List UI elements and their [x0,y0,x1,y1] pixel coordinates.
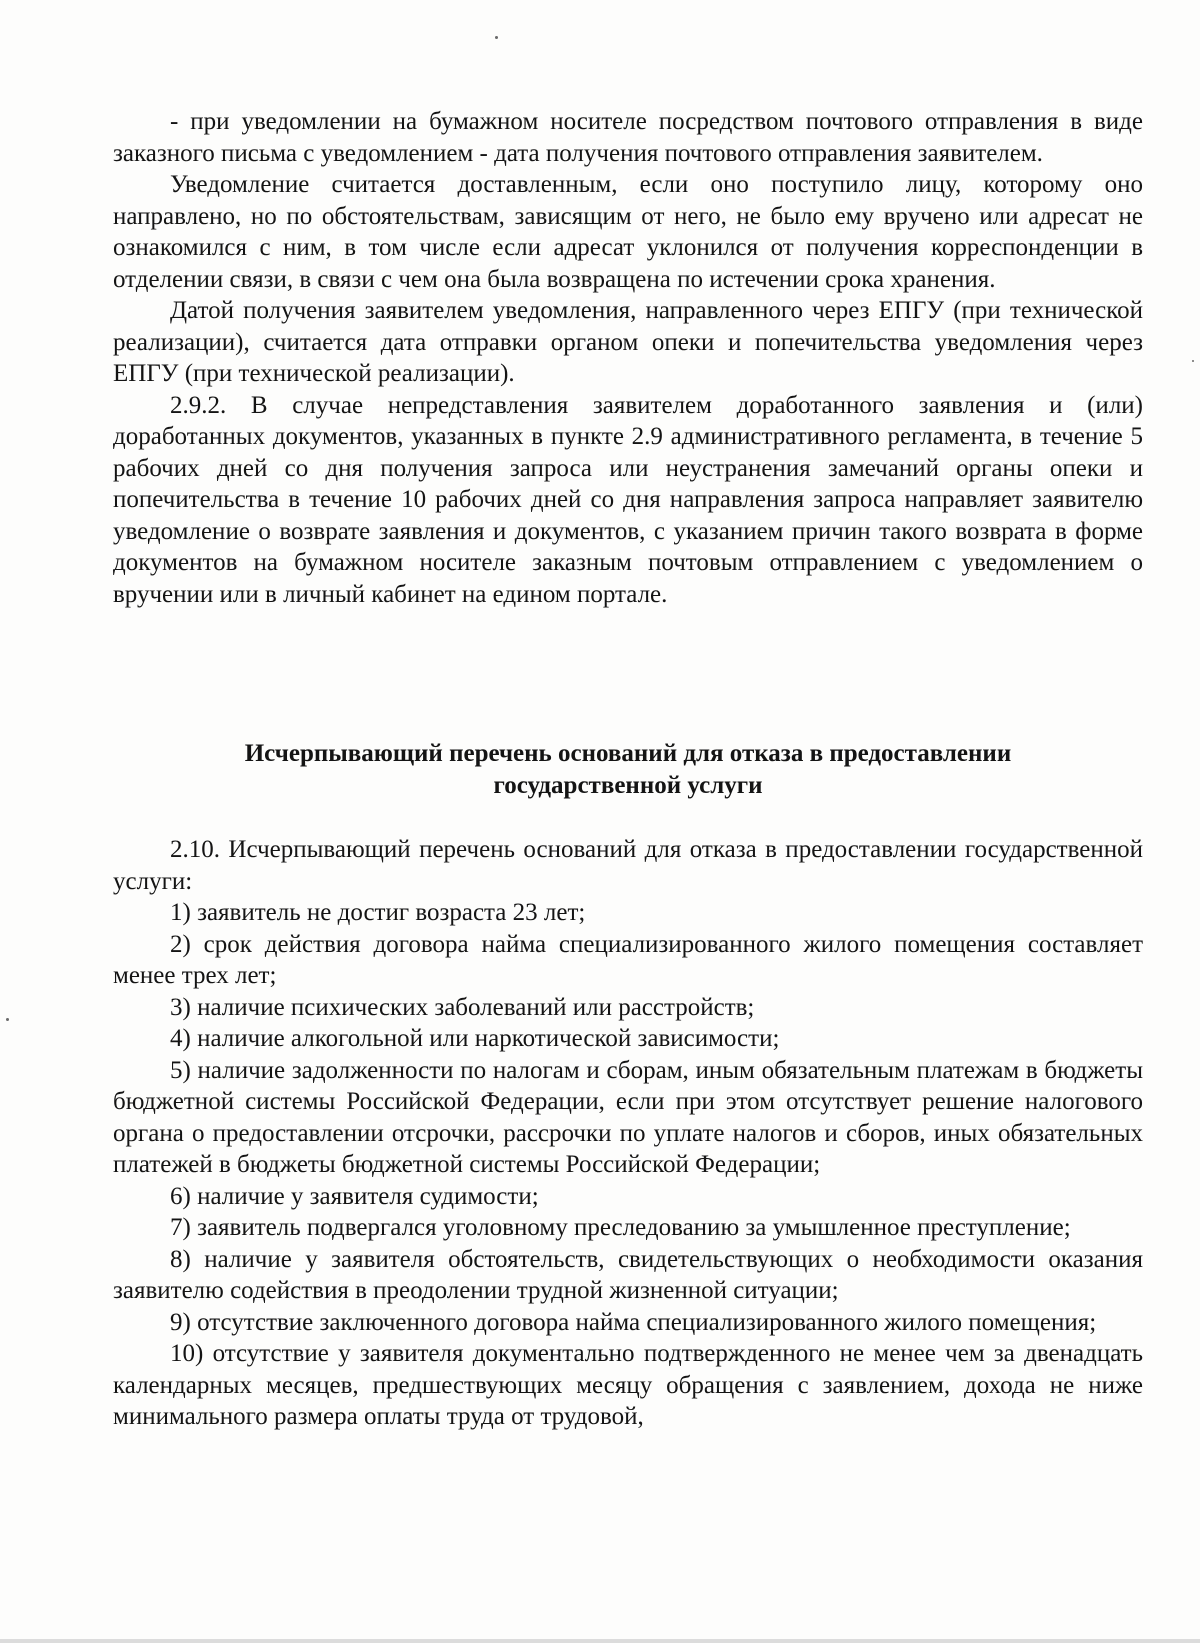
list-item: 1) заявитель не достиг возраста 23 лет; [170,899,586,926]
list-item: 10) отсутствие у заявителя документально подтвержденного не менее чем за двенадцать календарных месяцев, предшествующих месяцу обращения с заявлением, дохода не ниже минимального размера оплаты труда от трудовой, [113,1340,1143,1430]
paragraph-postal-notification: - при уведомлении на бумажном носителе посредством почтового отправления в виде заказного письма с уведомлением - дата получения почтового отправления заявителем. [113,108,1143,167]
list-item: 5) наличие задолженности по налогам и сборам, иным обязательным платежам в бюджеты бюджетной системы Российской Федерации, если при этом отсутствует решение налогового органа о предоставлении отсрочки, рассрочки по уплате налогов и сборов, иных обязательных платежей в бюджеты бюджетной системы Российской Федерации; [113,1056,1143,1178]
section-heading [113,738,1143,801]
paragraph-epgu-date: Датой получения заявителем уведомления, направленного через ЕПГУ (при технической реализации), считается дата отправки органом опеки и попечительства уведомления через ЕПГУ (при технической реализации). [113,297,1143,387]
list-item: 3) наличие психических заболеваний или расстройств; [170,993,755,1021]
paragraph-2-10: 2.10. Исчерпывающий перечень оснований для отказа в предоставлении государственной услуги: [113,836,1143,895]
scan-bottom-edge [0,1639,1200,1643]
list-item: 6) наличие у заявителя судимости; [170,1182,539,1210]
scan-speck [495,36,498,39]
top-text-block [113,106,1143,610]
list-item: 9) отсутствие заключенного договора найма специализированного жилого помещения; [170,1308,1097,1336]
section-heading-line-2: государственной услуги [493,771,763,799]
scan-speck [6,1018,9,1021]
list-item: 8) наличие у заявителя обстоятельств, свидетельствующих о необходимости оказания заявителю содействия в преодолении трудной жизненной ситуации; [113,1245,1143,1304]
list-item: 2) срок действия договора найма специализированного жилого помещения составляет менее трех лет; [113,930,1143,989]
paragraph-2-9-2: 2.9.2. В случае непредставления заявителем доработанного заявления и (или) доработанных документов, указанных в пункте 2.9 административного регламента, в течение 5 рабочих дней со дня получения запроса или неустранения замечаний органы опеки и попечительства в течение 10 рабочих дней со дня направления запроса направляет заявителю уведомление о возврате заявления и документов, с указанием причин такого возврата в форме документов на бумажном носителе заказным почтовым отправлением с уведомлением о вручении или в личный кабинет на едином портале. [113,391,1143,608]
bottom-text-block [113,834,1143,1433]
paragraph-notification-delivered: Уведомление считается доставленным, если оно поступило лицу, которому оно направлено, но по обстоятельствам, зависящим от него, не было ему вручено или адресат не ознакомился с ним, в том числе если адресат уклонился от получения корреспонденции в отделении связи, в связи с чем она была возвращена по истечении срока хранения. [113,171,1143,293]
section-heading-line-1: Исчерпывающий перечень оснований для отказа в предоставлении [244,740,1012,767]
list-item: 4) наличие алкогольной или наркотической зависимости; [170,1025,780,1052]
list-item: 7) заявитель подвергался уголовному преследованию за умышленное преступление; [170,1214,1071,1241]
scan-speck [1192,360,1194,362]
